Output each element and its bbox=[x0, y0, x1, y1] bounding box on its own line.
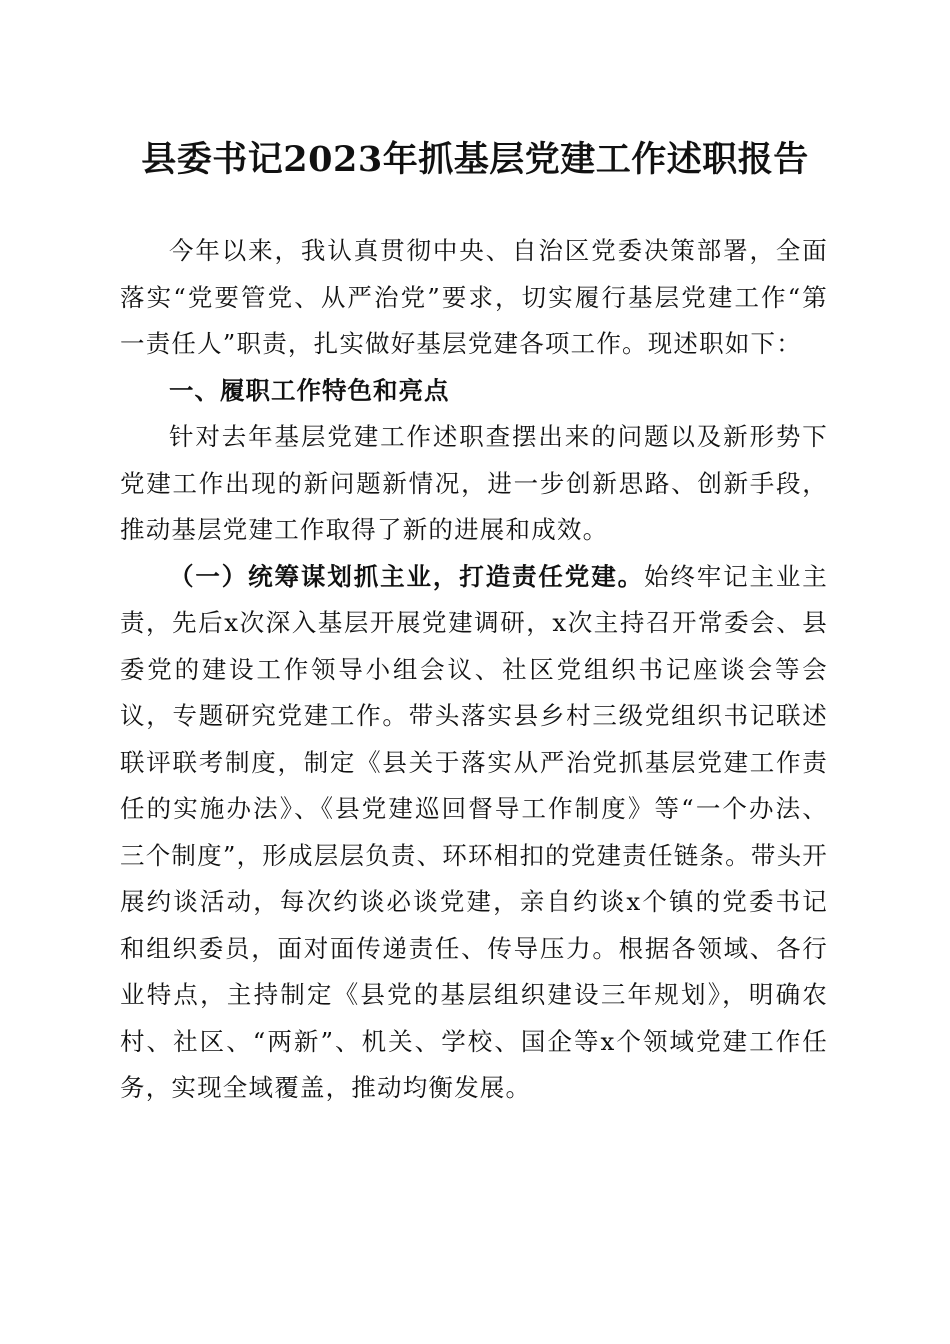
intro-paragraph: 今年以来，我认真贯彻中央、自治区党委决策部署，全面落实“党要管党、从严治党”要求，切实履行基层党建工作“第一责任人”职责，扎实做好基层党建各项工作。现述职如下： bbox=[120, 236, 828, 358]
item-text: 始终牢记主业主责，先后x次深入基层开展党建调研，x次主持召开常委会、县委党的建设工作领导小组会议、社区党组织书记座谈会等会议，专题研究党建工作。带头落实县乡村三级党组织书记联述联评联考制度，制定《县关于落实从严治党抓基层党建工作责任的实施办法》、《县党建巡回督导工作制度》等“一个办法、三个制度”，形成层层负责、环环相扣的党建责任链条。带头开展约谈活动，每次约谈必谈党建，亲自约谈x个镇的党委书记和组织委员，面对面传递责任、传导压力。根据各领域、各行业特点，主持制定《县党的基层组织建设三年规划》，明确农村、社区、“两新”、机关、学校、国企等x个领域党建工作任务，实现全域覆盖，推动均衡发展。 bbox=[120, 561, 828, 1102]
section-heading: 一、履职工作特色和亮点 bbox=[169, 375, 450, 405]
section-paragraph: 针对去年基层党建工作述职查摆出来的问题以及新形势下党建工作出现的新问题新情况，进一步创新思路、创新手段，推动基层党建工作取得了新的进展和成效。 bbox=[120, 422, 828, 544]
document-title: 县委书记2023年抓基层党建工作述职报告 bbox=[141, 139, 809, 180]
document-body bbox=[120, 228, 828, 1112]
item-lead: （一）统筹谋划抓主业，打造责任党建。 bbox=[169, 561, 644, 591]
item-paragraph bbox=[120, 554, 828, 1112]
